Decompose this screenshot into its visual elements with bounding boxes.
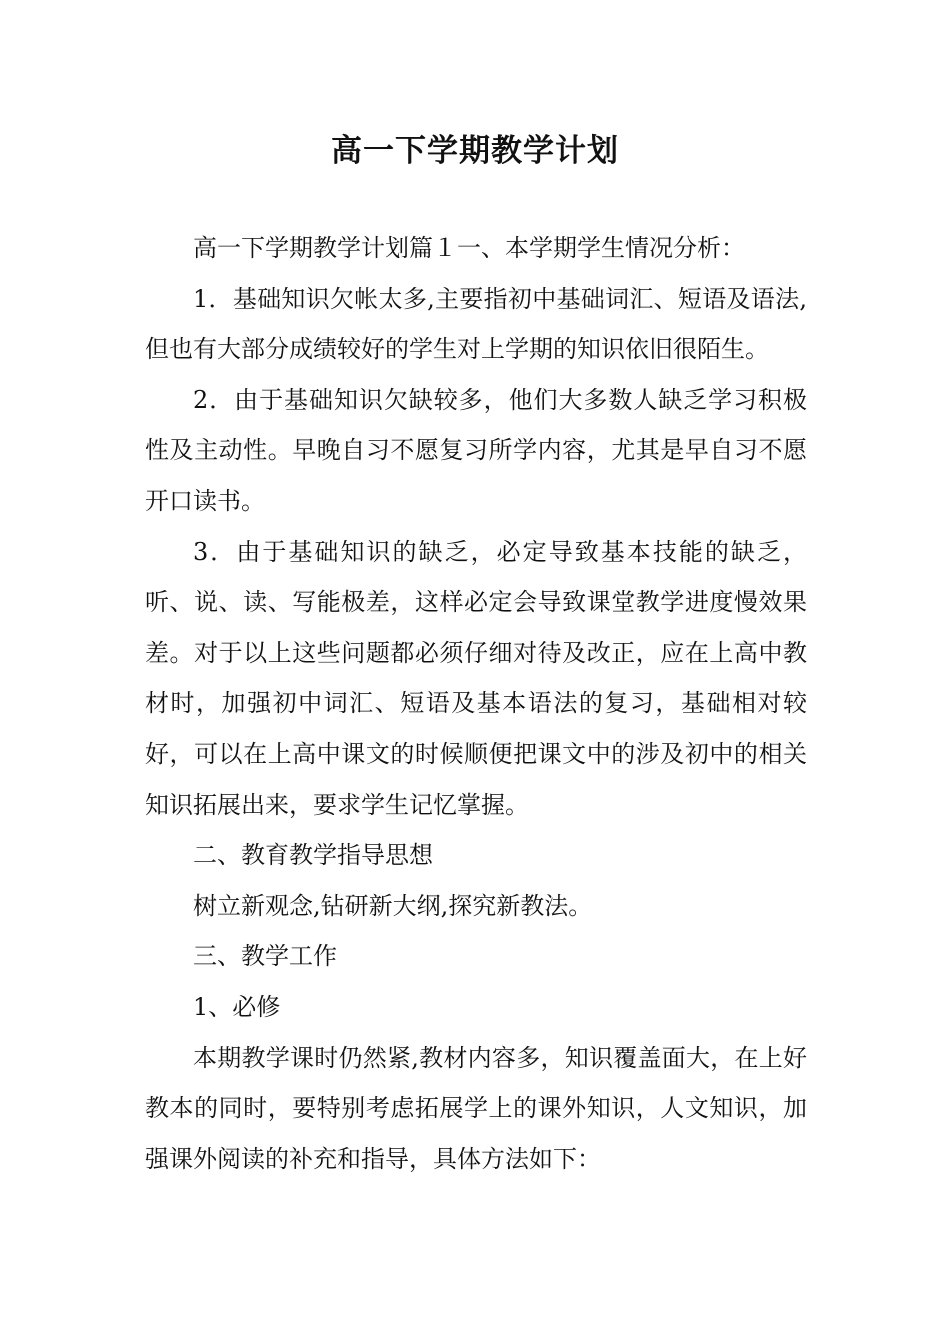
paragraph-guiding-idea: 树立新观念,钻研新大纲,探究新教法。 [193, 891, 593, 920]
paragraph-item-2: 2．由于基础知识欠缺较多，他们大多数人缺乏学习积极性及主动性。早晚自习不愿复习所学内容，尤其是早自习不愿开口读书。 [145, 385, 807, 515]
paragraph-item-3: 3．由于基础知识的缺乏，必定导致基本技能的缺乏，听、说、读、写能极差，这样必定会导致课堂教学进度慢效果差。对于以上这些问题都必须仔细对待及改正，应在上高中教材时，加强初中词汇、短语及基本语法的复习，基础相对较好，可以在上高中课文的时候顺便把课文中的涉及初中的相关知识拓展出来，要求学生记忆掌握。 [145, 537, 807, 819]
paragraph-item-1: 1．基础知识欠帐太多,主要指初中基础词汇、短语及语法,但也有大部分成绩较好的学生对上学期的知识依旧很陌生。 [145, 284, 807, 364]
section-heading-2: 二、教育教学指导思想 [193, 841, 433, 870]
document-body [145, 223, 807, 1184]
paragraph-teaching-plan: 本期教学课时仍然紧,教材内容多，知识覆盖面大，在上好教本的同时，要特别考虑拓展学上的课外知识，人文知识，加强课外阅读的补充和指导，具体方法如下： [145, 1043, 807, 1173]
subsection-heading-compulsory: 1、必修 [193, 992, 281, 1021]
document-title: 高一下学期教学计划 [331, 133, 619, 169]
paragraph-intro: 高一下学期教学计划篇１一、本学期学生情况分析： [193, 234, 745, 262]
section-heading-3: 三、教学工作 [193, 942, 337, 971]
